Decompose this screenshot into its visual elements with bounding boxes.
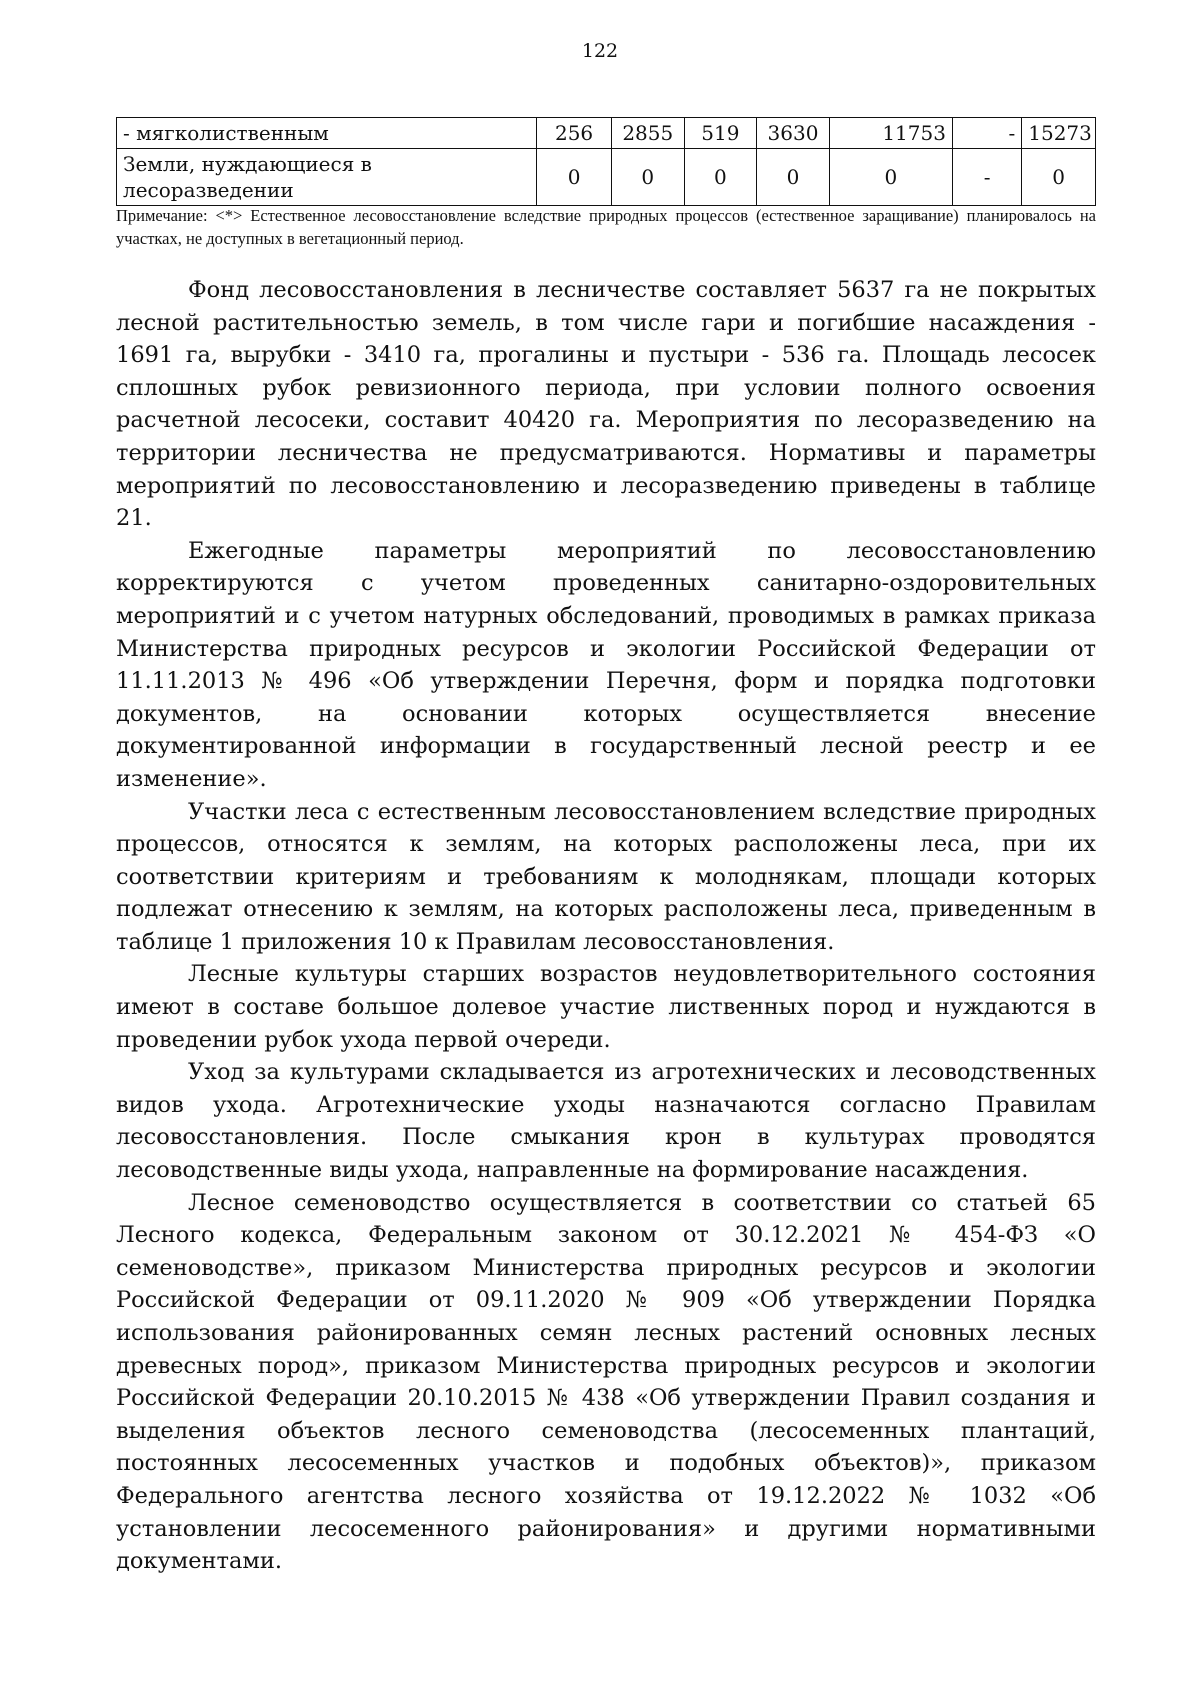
- table-cell: 0: [537, 149, 612, 206]
- paragraph: Участки леса с естественным лесовосстановлением вследствие природных процессов, относятся к землям, на которых расположены леса, при их соответствии критериям и требованиям к молоднякам, площади которых подлежат отнесению к землям, на которых расположены леса, приведенным в таблице 1 приложения 10 к Правилам лесовосстановления.: [116, 798, 1096, 955]
- table-cell: 0: [684, 149, 757, 206]
- table-cell: 0: [611, 149, 684, 206]
- table-cell: 11753: [829, 118, 952, 149]
- paragraph: Ежегодные параметры мероприятий по лесовосстановлению корректируются с учетом проведенных санитарно-оздоровительных мероприятий и с учетом натурных обследований, проводимых в рамках приказа Министерства природных ресурсов и экологии Российской Федерации от 11.11.2013 № 496 «Об утверждении Перечня, форм и порядка подготовки документов, на основании которых осуществляется внесение документированной информации в государственный лесной реестр и ее изменение».: [116, 537, 1096, 792]
- forest-table: [116, 117, 1096, 206]
- table-note: Примечание: <*> Естественное лесовосстановление вследствие природных процессов (естественное заращивание) планировалось на участках, не доступных в вегетационный период.: [116, 206, 1096, 248]
- table-cell: -: [952, 118, 1021, 149]
- table-cell: 15273: [1022, 118, 1096, 149]
- paragraph: Лесное семеноводство осуществляется в соответствии со статьей 65 Лесного кодекса, Федеральным законом от 30.12.2021 № 454-ФЗ «О семеноводстве», приказом Министерства природных ресурсов и экологии Российской Федерации от 09.11.2020 № 909 «Об утверждении Порядка использования районированных семян лесных растений основных лесных древесных пород», приказом Министерства природных ресурсов и экологии Российской Федерации 20.10.2015 № 438 «Об утверждении Правил создания и выделения объектов лесного семеноводства (лесосеменных плантаций, постоянных лесосеменных участков и подобных объектов)», приказом Федерального агентства лесного хозяйства от 19.12.2022 № 1032 «Об установлении лесосеменного районирования» и другими нормативными документами.: [116, 1189, 1096, 1575]
- paragraph: Фонд лесовосстановления в лесничестве составляет 5637 га не покрытых лесной растительностью земель, в том числе гари и погибшие насаждения - 1691 га, вырубки - 3410 га, прогалины и пустыри - 536 га. Площадь лесосек сплошных рубок ревизионного периода, при условии полного освоения расчетной лесосеки, составит 40420 га. Мероприятия по лесоразведению на территории лесничества не предусматриваются. Нормативы и параметры мероприятий по лесовосстановлению и лесоразведению приведены в таблице 21.: [116, 277, 1096, 532]
- table-cell: 519: [684, 118, 757, 149]
- table-cell: 256: [537, 118, 612, 149]
- paragraph: Лесные культуры старших возрастов неудовлетворительного состояния имеют в составе большое долевое участие лиственных пород и нуждаются в проведении рубок ухода первой очереди.: [116, 961, 1096, 1053]
- table-cell: 2855: [611, 118, 684, 149]
- table-row: [117, 118, 1096, 149]
- page-number: 122: [581, 40, 619, 62]
- table-cell: 3630: [757, 118, 830, 149]
- table-cell: 0: [829, 149, 952, 206]
- paragraph: Уход за культурами складывается из агротехнических и лесоводственных видов ухода. Агротехнические уходы назначаются согласно Правилам лесовосстановления. После смыкания крон в культурах проводятся лесоводственные виды ухода, направленные на формирование насаждения.: [116, 1059, 1096, 1184]
- table-cell: -: [952, 149, 1021, 206]
- table-row: [117, 149, 1096, 206]
- body-text: [116, 274, 1096, 1578]
- table-cell: 0: [1022, 149, 1096, 206]
- table-cell: 0: [757, 149, 830, 206]
- row-label: Земли, нуждающиеся в лесоразведении: [117, 149, 537, 206]
- row-label: - мягколиственным: [117, 118, 537, 149]
